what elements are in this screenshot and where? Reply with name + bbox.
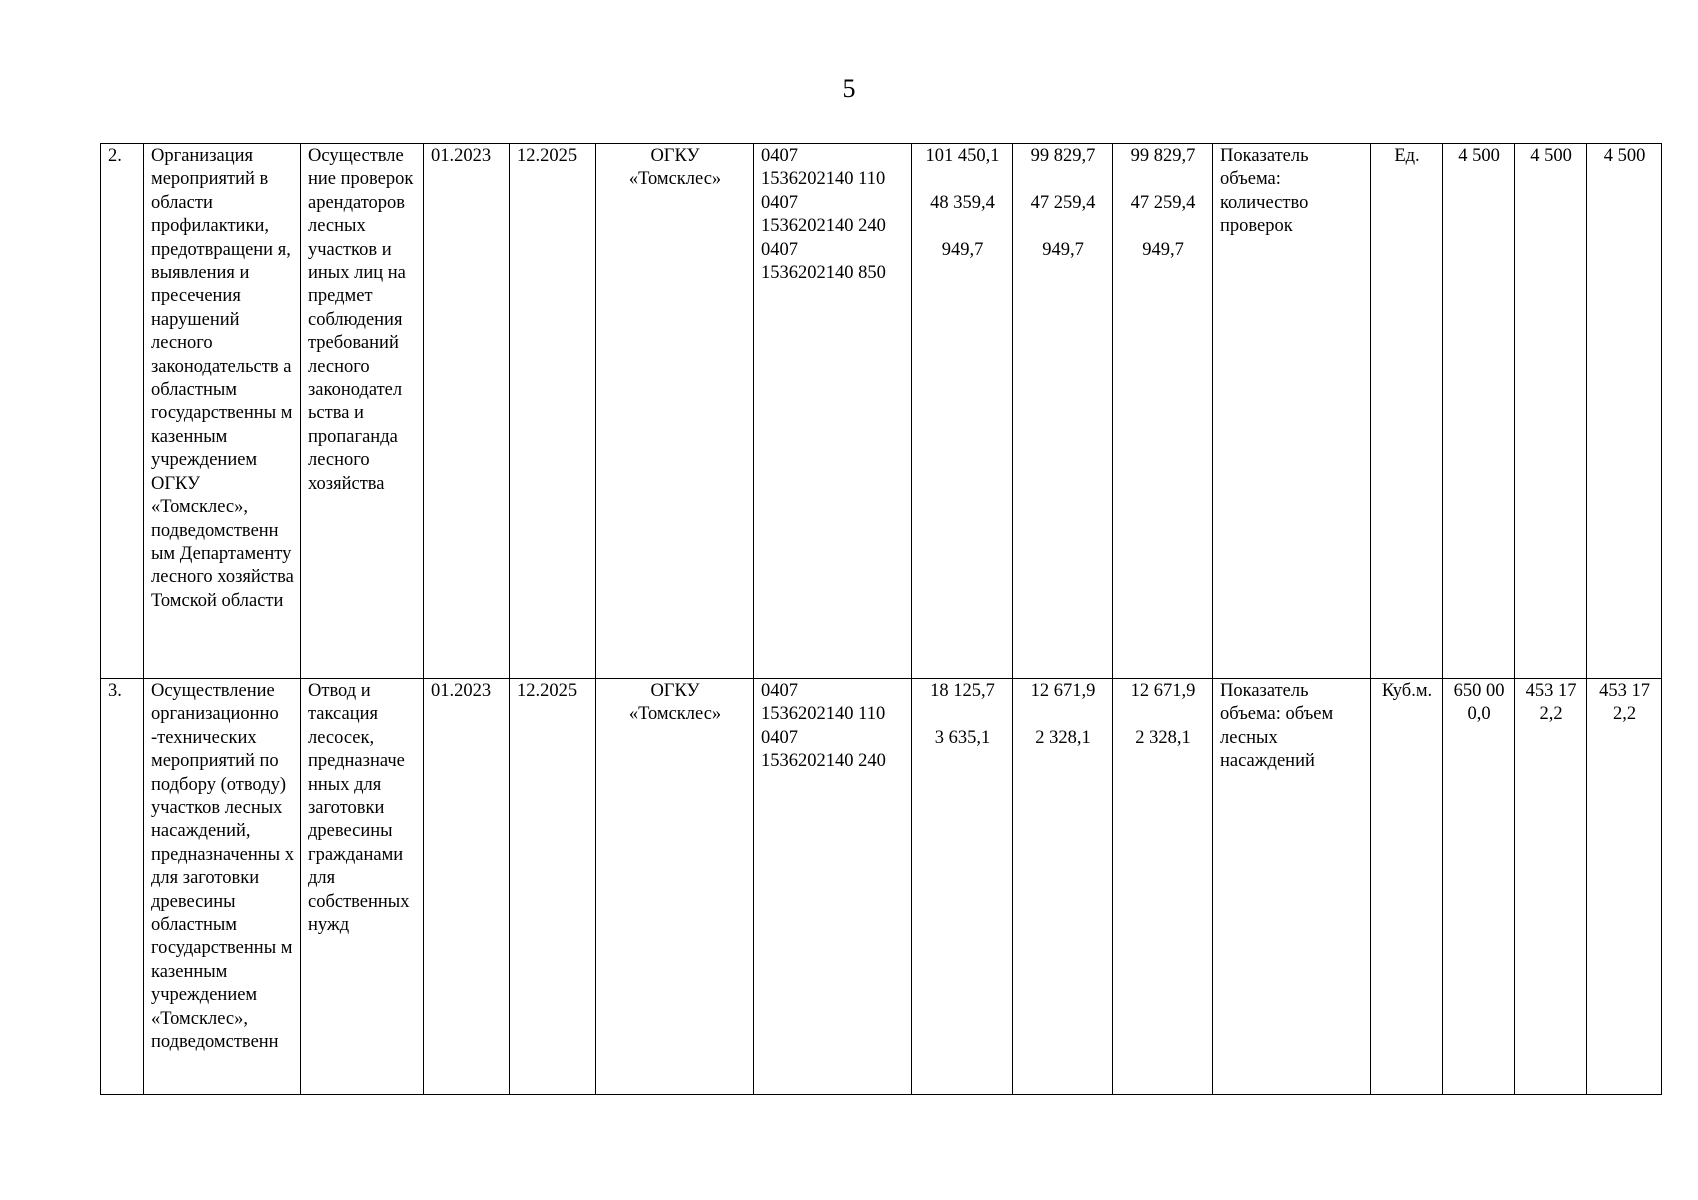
- funding-value: 12 671,9: [1130, 681, 1196, 701]
- funding-total: [912, 679, 1013, 1095]
- funding-value: 99 829,7: [1030, 146, 1096, 166]
- unit: Куб.м.: [1371, 679, 1443, 1095]
- budget-codes: [754, 144, 912, 679]
- funding-value: 2 328,1: [1035, 727, 1091, 748]
- budget-code-line: 1536202140 240: [761, 216, 886, 237]
- budget-code-line: 0407: [761, 727, 798, 748]
- page-number: 5: [842, 74, 856, 103]
- start-date: 01.2023: [424, 679, 510, 1095]
- funding-year-a: [1013, 144, 1113, 679]
- funding-value: 3 635,1: [934, 727, 991, 748]
- funding-year-b: [1113, 144, 1213, 679]
- budget-code-line: 0407: [761, 146, 798, 166]
- measure-name: Организация мероприятий в области профилактики, предотвращени я, выявления и пресечения нарушений лесного законодательств а областным государственны м казенным учреждением ОГКУ «Томсклес», подведомственн ым Департаменту лесного хозяйства Томской области: [144, 144, 301, 679]
- funding-value: 48 359,4: [930, 192, 995, 213]
- row-number: 2.: [101, 144, 144, 679]
- table-row: [101, 144, 1662, 679]
- activity-description: Осуществле ние проверок арендаторов лесных участков и иных лиц на предмет соблюдения требований лесного законодател ьства и пропаганда лесного хозяйства: [301, 144, 424, 679]
- program-table: [100, 143, 1662, 1095]
- funding-total: [912, 144, 1013, 679]
- end-date: 12.2025: [510, 679, 596, 1095]
- executor: ОГКУ «Томсклес»: [596, 679, 754, 1095]
- indicator-value-2: 4 500: [1515, 144, 1587, 679]
- funding-value: 12 671,9: [1030, 681, 1096, 701]
- activity-description: Отвод и таксация лесосек, предназначе нных для заготовки древесины гражданами для собственных нужд: [301, 679, 424, 1095]
- measure-name: Осуществление организационно -технических мероприятий по подбору (отводу) участков лесных насаждений, предназначенны х для заготовки древесины областным государственны м казенным учреждением «Томсклес», подведомственн: [144, 679, 301, 1095]
- executor: ОГКУ «Томсклес»: [596, 144, 754, 679]
- budget-code-line: 1536202140 240: [761, 751, 886, 772]
- indicator: Показатель объема: количество проверок: [1213, 144, 1371, 679]
- indicator-value-2: 453 17 2,2: [1515, 679, 1587, 1095]
- funding-value: 949,7: [1142, 239, 1184, 260]
- budget-code-line: 1536202140 110: [761, 169, 886, 190]
- budget-code-line: 1536202140 110: [761, 704, 886, 725]
- row-number: 3.: [101, 679, 144, 1095]
- funding-value: 18 125,7: [930, 681, 995, 701]
- unit: Ед.: [1371, 144, 1443, 679]
- funding-year-a: [1013, 679, 1113, 1095]
- budget-codes: [754, 679, 912, 1095]
- end-date: 12.2025: [510, 144, 596, 679]
- funding-value: 47 259,4: [1130, 192, 1196, 213]
- indicator-value-1: 650 00 0,0: [1443, 679, 1515, 1095]
- indicator-value-1: 4 500: [1443, 144, 1515, 679]
- budget-code-line: 0407: [761, 239, 798, 260]
- funding-value: 101 450,1: [925, 146, 1000, 166]
- indicator-value-3: 4 500: [1587, 144, 1662, 679]
- funding-year-b: [1113, 679, 1213, 1095]
- funding-value: 2 328,1: [1135, 727, 1191, 748]
- funding-value: 99 829,7: [1130, 146, 1196, 166]
- indicator: Показатель объема: объем лесных насаждений: [1213, 679, 1371, 1095]
- budget-code-line: 0407: [761, 681, 798, 701]
- table-row: [101, 679, 1662, 1095]
- budget-code-line: 1536202140 850: [761, 263, 886, 284]
- budget-code-line: 0407: [761, 192, 798, 213]
- indicator-value-3: 453 17 2,2: [1587, 679, 1662, 1095]
- funding-value: 949,7: [941, 239, 984, 260]
- funding-value: 47 259,4: [1030, 192, 1096, 213]
- start-date: 01.2023: [424, 144, 510, 679]
- funding-value: 949,7: [1042, 239, 1084, 260]
